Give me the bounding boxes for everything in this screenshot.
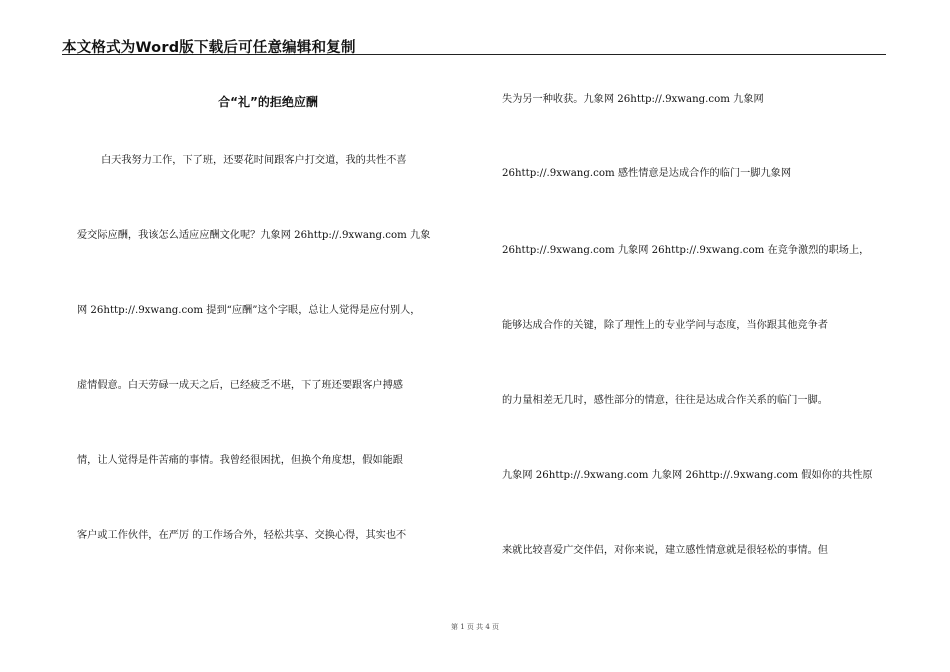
right-column-line: 26http://.9xwang.com 感性情意是达成合作的临门一脚九象网 [502,168,792,179]
right-column-line: 26http://.9xwang.com 九象网 26http://.9xwang.com 在竞争激烈的职场上， [502,245,870,256]
left-column-line: 爱交际应酬，我该怎么适应应酬文化呢？九象网 26http://.9xwang.com 九象 [77,230,431,241]
right-column-line: 的力量相差无几时，感性部分的情意，往往是达成合作关系的临门一脚。 [502,395,828,406]
right-column-line: 能够达成合作的关键，除了理性上的专业学问与态度，当你跟其他竞争者 [502,320,828,331]
left-column-line: 情，让人觉得是件苦痛的事情。我曾经很困扰，但换个角度想，假如能跟 [77,455,403,466]
left-column-line: 白天我努力工作，下了班，还要花时间跟客户打交道，我的共性不喜 [101,155,407,166]
page-header-title: 本文格式为Word版下载后可任意编辑和复制 [62,40,356,56]
document-title: 合“礼”的拒绝应酬 [218,95,318,109]
page-footer: 第 1 页 共 4 页 [450,623,500,631]
header-divider [62,54,886,55]
right-column-line: 九象网 26http://.9xwang.com 九象网 26http://.9xwang.com 假如你的共性原 [502,470,873,481]
left-column-line: 网 26http://.9xwang.com 提到“应酬”这个字眼，总让人觉得是应付别人， [77,305,421,316]
right-column-line: 来就比较喜爱广交伴侣，对你来说，建立感性情意就是很轻松的事情。但 [502,545,828,556]
right-column-line: 失为另一种收获。九象网 26http://.9xwang.com 九象网 [502,94,764,105]
left-column-line: 虚情假意。白天劳碌一成天之后，已经疲乏不堪，下了班还要跟客户搏感 [77,380,403,391]
left-column-line: 客户或工作伙伴，在严厉 的工作场合外，轻松共享、交换心得，其实也不 [77,530,407,541]
